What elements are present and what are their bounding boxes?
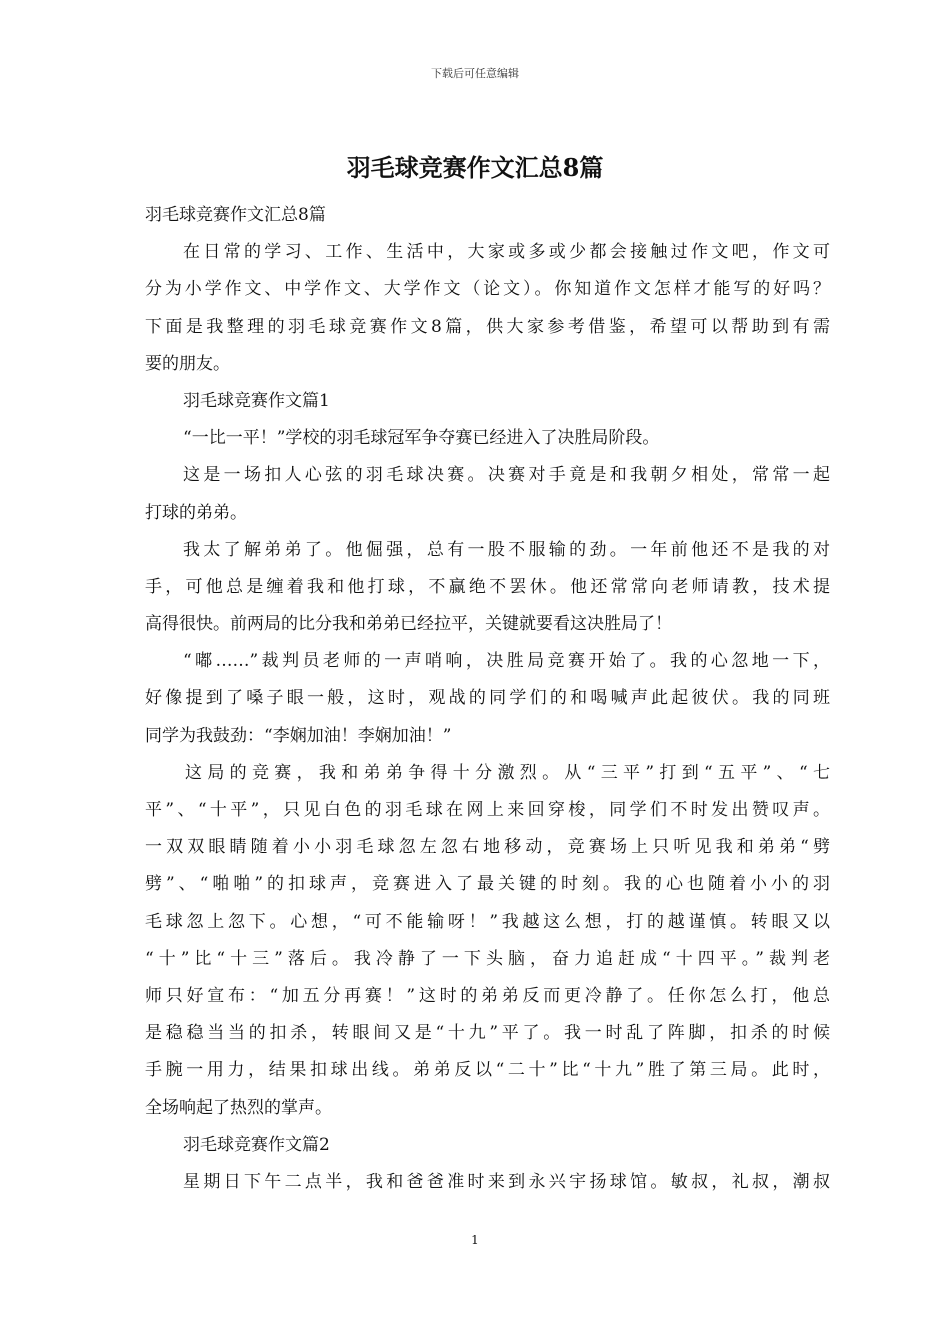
section-heading-2: 羽毛球竞赛作文篇2	[183, 1134, 330, 1155]
paragraph-line: 同学为我鼓劲：“李娴加油！李娴加油！”	[145, 725, 452, 746]
paragraph-line: 一双双眼睛随着小小羽毛球忽左忽右地移动，竞赛场上只听见我和弟弟“劈	[145, 837, 830, 858]
page-header: 下载后可任意编辑	[431, 67, 519, 80]
paragraph-line: 劈”、“啪啪”的扣球声，竞赛进入了最关键的时刻。我的心也随着小小的羽	[145, 874, 830, 895]
paragraph-line: 打球的弟弟。	[145, 502, 247, 523]
document-title: 羽毛球竞赛作文汇总8篇	[346, 153, 604, 182]
paragraph-line: “一比一平！”学校的羽毛球冠军争夺赛已经进入了决胜局阶段。	[183, 428, 660, 449]
paragraph-line: 高得很快。前两局的比分我和弟弟已经拉平，关键就要看这决胜局了！	[145, 614, 672, 635]
paragraph-line: “十”比“十三”落后。我冷静了一下头脑，奋力追赶成“十四平。”裁判老	[145, 948, 830, 969]
paragraph-line: 这是一场扣人心弦的羽毛球决赛。决赛对手竟是和我朝夕相处，常常一起	[183, 465, 830, 486]
paragraph-line: 分为小学作文、中学作文、大学作文（论文）。你知道作文怎样才能写的好吗？	[145, 279, 830, 300]
paragraph-line: 平”、“十平”，只见白色的羽毛球在网上来回穿梭，同学们不时发出赞叹声。	[145, 800, 830, 820]
paragraph-line: 好像提到了嗓子眼一般，这时，观战的同学们的和喝喊声此起彼伏。我的同班	[145, 688, 830, 709]
paragraph-line: 下面是我整理的羽毛球竞赛作文8篇，供大家参考借鉴，希望可以帮助到有需	[145, 316, 830, 337]
paragraph-line: 是稳稳当当的扣杀，转眼间又是“十九”平了。我一时乱了阵脚，扣杀的时候	[145, 1023, 830, 1044]
paragraph-line: 在日常的学习、工作、生活中，大家或多或少都会接触过作文吧，作文可	[183, 242, 830, 263]
paragraph-line: 要的朋友。	[145, 353, 230, 374]
paragraph-line: 毛球忽上忽下。心想，“可不能输呀！”我越这么想，打的越谨慎。转眼又以	[145, 911, 830, 932]
paragraph-line: 手，可他总是缠着我和他打球，不赢绝不罢休。他还常常向老师请教，技术提	[145, 576, 830, 597]
paragraph-line: 我太了解弟弟了。他倔强，总有一股不服输的劲。一年前他还不是我的对	[183, 539, 830, 560]
paragraph-line: “嘟……”裁判员老师的一声哨响，决胜局竞赛开始了。我的心忽地一下，	[183, 651, 830, 672]
paragraph-line: 师只好宣布：“加五分再赛！”这时的弟弟反而更冷静了。任你怎么打，他总	[145, 985, 830, 1006]
paragraph-line: 星期日下午二点半，我和爸爸准时来到永兴宇扬球馆。敏叔，礼叔，潮叔	[183, 1171, 830, 1192]
document-body	[145, 197, 830, 1201]
section-heading-1: 羽毛球竞赛作文篇1	[183, 390, 330, 411]
paragraph-line: 这局的竞赛，我和弟弟争得十分激烈。从“三平”打到“五平”、“七	[185, 762, 830, 783]
page-number: 1	[471, 1233, 479, 1247]
paragraph-line: 手腕一用力，结果扣球出线。弟弟反以“二十”比“十九”胜了第三局。此时，	[145, 1060, 830, 1081]
paragraph-line: 全场响起了热烈的掌声。	[145, 1097, 332, 1118]
subtitle-line: 羽毛球竞赛作文汇总8篇	[145, 205, 326, 225]
